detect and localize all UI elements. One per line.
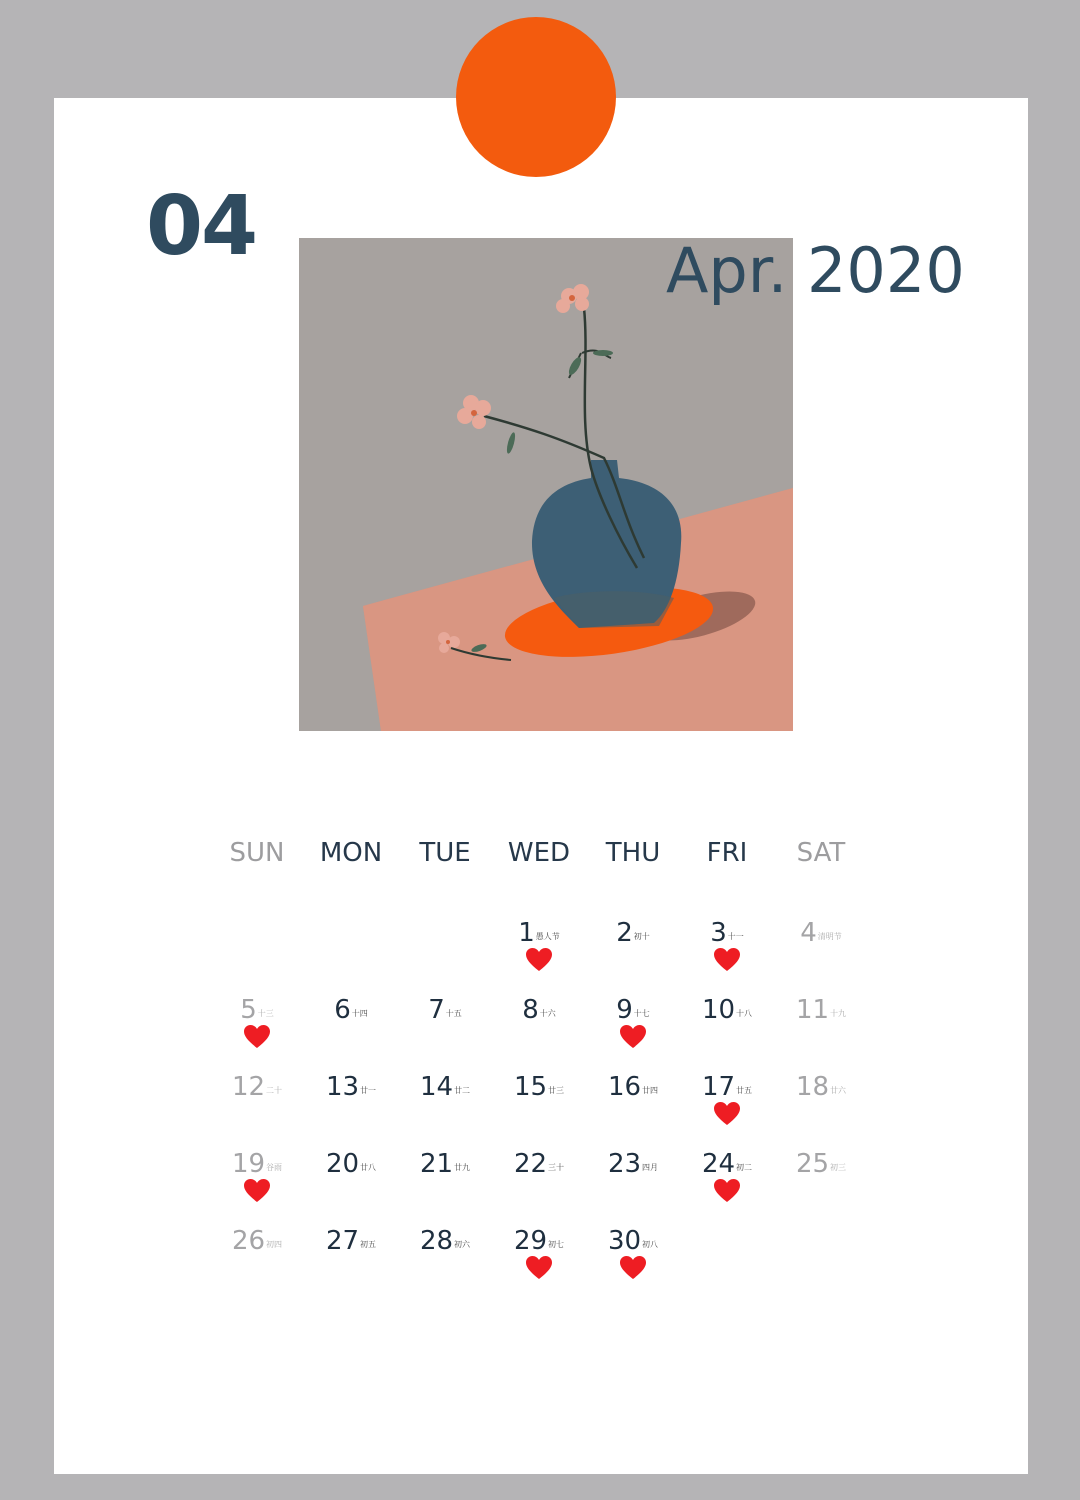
month-number: 04 [146,179,257,274]
day-number: 2 [616,918,633,948]
day-cell[interactable] [774,918,868,992]
day-label [608,1149,658,1179]
pin-dot [456,17,616,177]
lunar-date: 初八 [642,1240,659,1249]
weekday-mon: MON [319,838,383,868]
day-cell[interactable] [680,1072,774,1146]
lunar-date: 二十 [266,1086,283,1095]
day-label [608,1072,658,1102]
day-label [796,1072,846,1102]
day-label [514,1149,564,1179]
heart-icon [526,1256,552,1280]
lunar-date: 廿九 [454,1163,471,1172]
day-cell[interactable] [398,1226,492,1300]
day-label [514,1226,564,1256]
day-label [420,1226,470,1256]
lunar-date: 初五 [360,1240,377,1249]
lunar-date: 十九 [830,1009,847,1018]
lunar-date: 初三 [830,1163,847,1172]
day-label [514,1072,564,1102]
lunar-date: 廿一 [360,1086,377,1095]
lunar-date: 初二 [736,1163,753,1172]
heart-icon [714,1179,740,1203]
day-cell[interactable] [210,1149,304,1223]
lunar-date: 初四 [266,1240,283,1249]
day-number: 13 [325,1072,360,1102]
day-cell[interactable] [304,1072,398,1146]
day-number: 26 [231,1226,266,1256]
day-cell[interactable] [398,995,492,1069]
heart-icon [526,948,552,972]
weekday-thu: THU [605,838,661,868]
lunar-date: 初六 [454,1240,471,1249]
lunar-date: 四月 [642,1163,659,1172]
day-number: 23 [607,1149,642,1179]
day-cell[interactable] [680,995,774,1069]
day-label [702,995,752,1025]
day-number: 30 [607,1226,642,1256]
weekday-sat: SAT [796,838,846,868]
day-label [428,995,462,1025]
day-number: 27 [325,1226,360,1256]
day-cell[interactable] [586,918,680,992]
day-cell[interactable] [492,995,586,1069]
day-number: 28 [419,1226,454,1256]
day-cell[interactable] [398,1072,492,1146]
weekday-tue: TUE [419,838,471,868]
lunar-date: 初十 [633,932,650,941]
day-cell[interactable] [586,1226,680,1300]
day-number: 1 [518,918,535,948]
lunar-date: 十三 [257,1009,274,1018]
heart-icon [714,948,740,972]
day-label [420,1149,470,1179]
day-number: 6 [334,995,351,1025]
day-number: 24 [701,1149,736,1179]
day-label [232,1072,282,1102]
heart-icon [244,1179,270,1203]
lunar-date: 廿六 [830,1086,847,1095]
lunar-date: 谷雨 [266,1163,283,1172]
lunar-date: 廿八 [360,1163,377,1172]
day-label [702,1072,752,1102]
day-cell[interactable] [492,918,586,992]
day-number: 20 [325,1149,360,1179]
lunar-date: 廿五 [736,1086,753,1095]
heart-icon [714,1102,740,1126]
day-cell[interactable] [398,1149,492,1223]
lunar-date: 初七 [548,1240,565,1249]
day-cell[interactable] [774,1072,868,1146]
day-number: 29 [513,1226,548,1256]
day-label [232,1226,282,1256]
day-number: 10 [701,995,736,1025]
day-cell[interactable] [492,1072,586,1146]
day-label [800,918,842,948]
lunar-date: 廿二 [454,1086,471,1095]
day-number: 12 [231,1072,266,1102]
day-label [326,1072,376,1102]
day-label [522,995,556,1025]
day-grid [210,918,870,1318]
day-number: 19 [231,1149,266,1179]
month-year-title: Apr. 2020 [666,234,965,307]
day-cell[interactable] [210,995,304,1069]
day-label [710,918,744,948]
day-label [240,995,274,1025]
day-number: 7 [428,995,445,1025]
day-number: 25 [795,1149,830,1179]
lunar-date: 清明节 [817,932,842,941]
day-number: 18 [795,1072,830,1102]
day-cell[interactable] [210,1226,304,1300]
day-cell[interactable] [586,995,680,1069]
day-label [326,1149,376,1179]
day-cell[interactable] [586,1072,680,1146]
day-number: 3 [710,918,727,948]
day-cell[interactable] [680,1149,774,1223]
day-cell[interactable] [304,1149,398,1223]
day-cell[interactable] [774,1149,868,1223]
day-cell[interactable] [304,995,398,1069]
weekday-header [210,838,870,878]
day-cell[interactable] [586,1149,680,1223]
day-number: 8 [522,995,539,1025]
day-label [232,1149,282,1179]
lunar-date: 廿四 [642,1086,659,1095]
day-label [326,1226,376,1256]
lunar-date: 十一 [727,932,744,941]
lunar-date: 廿三 [548,1086,565,1095]
weekday-fri: FRI [706,838,748,868]
lunar-date: 愚人节 [535,932,560,941]
day-number: 5 [240,995,257,1025]
day-number: 11 [795,995,830,1025]
day-cell[interactable] [680,918,774,992]
lunar-date: 十四 [351,1009,368,1018]
day-label [796,995,846,1025]
day-label [334,995,368,1025]
day-number: 14 [419,1072,454,1102]
heart-icon [620,1256,646,1280]
lunar-date: 十八 [736,1009,753,1018]
day-cell[interactable] [210,1072,304,1146]
day-number: 15 [513,1072,548,1102]
day-cell[interactable] [774,995,868,1069]
weekday-wed: WED [507,838,571,868]
day-number: 9 [616,995,633,1025]
day-cell[interactable] [492,1226,586,1300]
heart-icon [620,1025,646,1049]
weekday-sun: SUN [229,838,285,868]
day-number: 4 [800,918,817,948]
day-label [420,1072,470,1102]
lunar-date: 十六 [539,1009,556,1018]
day-cell[interactable] [304,1226,398,1300]
day-label [702,1149,752,1179]
lunar-date: 十七 [633,1009,650,1018]
day-number: 17 [701,1072,736,1102]
day-label [796,1149,846,1179]
day-number: 21 [419,1149,454,1179]
heart-icon [244,1025,270,1049]
day-number: 22 [513,1149,548,1179]
vase-illustration [299,238,793,731]
day-label [518,918,560,948]
lunar-date: 十五 [445,1009,462,1018]
day-label [608,1226,658,1256]
day-label [616,918,650,948]
day-cell[interactable] [492,1149,586,1223]
day-number: 16 [607,1072,642,1102]
lunar-date: 三十 [548,1163,565,1172]
day-label [616,995,650,1025]
